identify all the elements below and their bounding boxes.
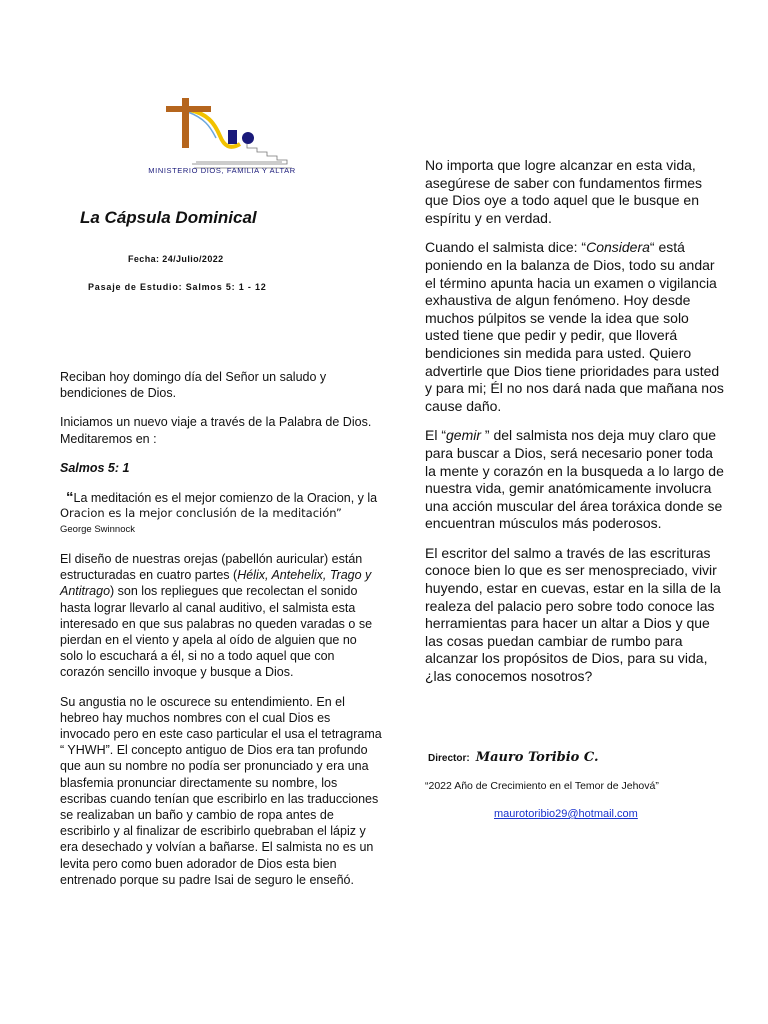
quote-block: [60, 490, 382, 537]
director-line: [428, 750, 599, 765]
quote-mark: “: [66, 489, 74, 507]
gemir-paragraph: El “gemir ” del salmista nos deja muy claro que para buscar a Dios, será necesario poner toda la mente y corazón en la busqueda a lo largo de nuestra vida, gemir anatómicamente involucra una acción muscular del área toráxica donde se encuentran músculos más poderosos.: [425, 427, 724, 532]
quote-author: George Swinnock: [60, 524, 135, 536]
intro-right-paragraph: No importa que logre alcanzar en esta vida, asegúrese de saber con fundamentos firmes que Dios oye a todo aquel que le busque en espíritu y en verdad.: [425, 157, 703, 226]
passage-line: Pasaje de Estudio: Salmos 5: 1 - 12: [88, 282, 267, 292]
date-line: Fecha: 24/Julio/2022: [128, 254, 224, 264]
considera-paragraph: Cuando el salmista dice: “Considera“ está poniendo en la balanza de Dios, todo su andar el término apunta hacia un examen o vigilancia exhaustiva de algun fenómeno. Hoy desde muchos púlpitos se vende la idea que solo usted tiene que pedir y pedir, que lloverá bendiciones sin medida para usted. Quiero advertirle que Dios tiene prioridades para usted y para mi; Él no nos dará nada que mañana nos cause daño.: [425, 239, 724, 414]
tetragram-paragraph: Su angustia no le oscurece su entendimiento. En el hebreo hay muchos nombres con el cual Dios es invocado pero en este caso particular el usa el tetragrama “ YHWH”. El concepto antiguo de Dios era tan profundo que aun su nombre no podía ser pronunciado y era una blasfemia pronunciar directamente su nombre, los escribas cuando tenían que escribirlo en las traducciones se realizaban un baño y cambio de ropa antes de escribirlo y al finalizar de escribirlo quebraban el lápiz y era desechado y volvían a bañarse. El salmista no es un levita pero como buen adorador de Dios esta bien entrenado porque su padre Isai de seguro le enseñó.: [60, 694, 382, 887]
family-square-icon: [228, 130, 237, 144]
page-title: La Cápsula Dominical: [80, 208, 257, 227]
left-column: [60, 369, 382, 888]
year-motto: “2022 Año de Crecimiento en el Temor de Jehová”: [425, 780, 659, 792]
email-link[interactable]: maurotoribio29@hotmail.com: [494, 808, 638, 820]
family-circle-icon: [242, 132, 254, 144]
quote-text-1: La meditación es el mejor comienzo de la Oracion, y la: [73, 491, 378, 506]
ears-paragraph: El diseño de nuestras orejas (pabellón auricular) están estructuradas en cuatro partes (Hélix, Antehelix, Trago y Antitrago) son los repliegues que recolectan el sonido hasta lograr llevarlo al canal auditivo, el salmista esta interesado en que sus palabras no queden varadas o se pierdan en el viento y apela al oído de alguien que no solo lo escuchará a él, si no a todo aquel que con corazón sencillo invoque y busque a Dios.: [60, 552, 373, 680]
right-column: [425, 157, 725, 686]
org-name: MINISTERIO DIOS, FAMILIA Y ALTAR: [148, 166, 296, 175]
intro-paragraph: Iniciamos un nuevo viaje a través de la Palabra de Dios. Meditaremos en :: [60, 415, 372, 446]
scripture-reference: Salmos 5: 1: [60, 460, 130, 475]
altar-steps-icon: [192, 144, 292, 168]
writer-paragraph: El escritor del salmo a través de las escrituras conoce bien lo que es ser menospreciado, vivir huyendo, estar en cuevas, estar en la silla de la realeza del palacio pero sobre todo conoce las herramientas para hacer un altar a Dios y que las cosas puedan cambiar de rumbo para alcanzar los propósitos de Dios, para su vida, ¿las conocemos nosotros?: [425, 544, 721, 685]
cross-icon: [166, 98, 211, 148]
greeting-paragraph: Reciban hoy domingo día del Señor un saludo y bendiciones de Dios.: [60, 370, 327, 401]
quote-text-2: Oracion es la mejor conclusión de la meditación”: [60, 506, 342, 521]
director-name: Mauro Toribio C.: [475, 750, 599, 765]
director-label: Director:: [428, 753, 470, 764]
